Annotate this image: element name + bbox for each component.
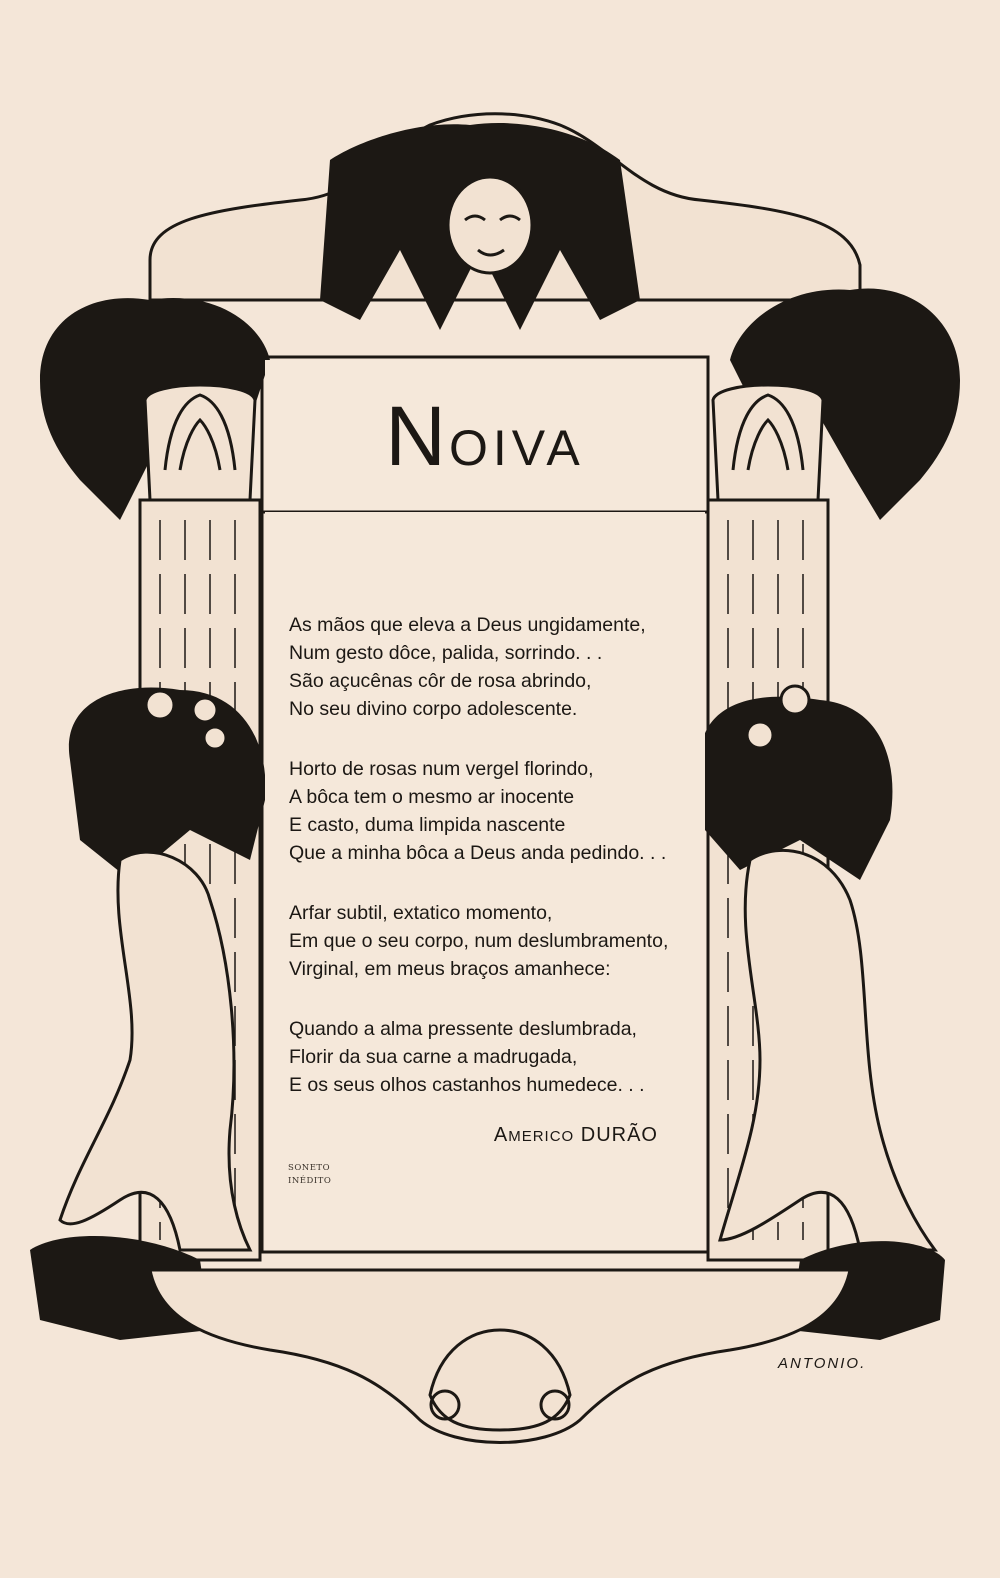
note-line-2: INÉDITO [288, 1176, 332, 1186]
poem-line: Quando a alma pressente deslumbrada, [289, 1018, 637, 1040]
stanza-1 [289, 611, 699, 723]
stanza-4 [289, 1015, 699, 1099]
mask-face [448, 177, 532, 273]
author-last-name: DURÃO [580, 1124, 658, 1146]
poem-line: Horto de rosas num vergel florindo, [289, 758, 594, 780]
poem-line: Em que o seu corpo, num deslumbramento, [289, 930, 669, 952]
poem-line: Virginal, em meus braços amanhece: [289, 958, 611, 980]
title-rest: OIVA [448, 420, 585, 476]
poem-line: As mãos que eleva a Deus ungidamente, [289, 614, 646, 636]
poem-title [265, 388, 705, 485]
sonnet-note [288, 1162, 331, 1188]
author-first-rest: MERICO [508, 1128, 575, 1145]
poem-line: No seu divino corpo adolescente. [289, 698, 578, 720]
poem-line: E os seus olhos castanhos humedece. . . [289, 1074, 645, 1096]
note-line-1: SONETO [288, 1163, 331, 1173]
poem-line: Arfar subtil, extatico momento, [289, 902, 553, 924]
poem-line: Que a minha bôca a Deus anda pedindo. . . [289, 842, 667, 864]
poem-line: A bôca tem o mesmo ar inocente [289, 786, 575, 808]
stanza-2 [289, 755, 699, 867]
poem-body [289, 611, 699, 1131]
author-name [494, 1124, 658, 1147]
poem-line: Florir da sua carne a madrugada, [289, 1046, 578, 1068]
poem-line: São açucênas côr de rosa abrindo, [289, 670, 592, 692]
author-first-initial: A [493, 1124, 509, 1146]
artist-signature: ANTONIO. [778, 1355, 867, 1372]
poem-line: Num gesto dôce, palida, sorrindo. . . [289, 642, 603, 664]
left-capital [145, 385, 255, 500]
bottom-cartouche [150, 1270, 850, 1443]
title-initial: N [385, 389, 449, 483]
poem-line: E casto, duma limpida nascente [289, 814, 566, 836]
stanza-3 [289, 899, 699, 983]
right-capital [713, 385, 823, 500]
